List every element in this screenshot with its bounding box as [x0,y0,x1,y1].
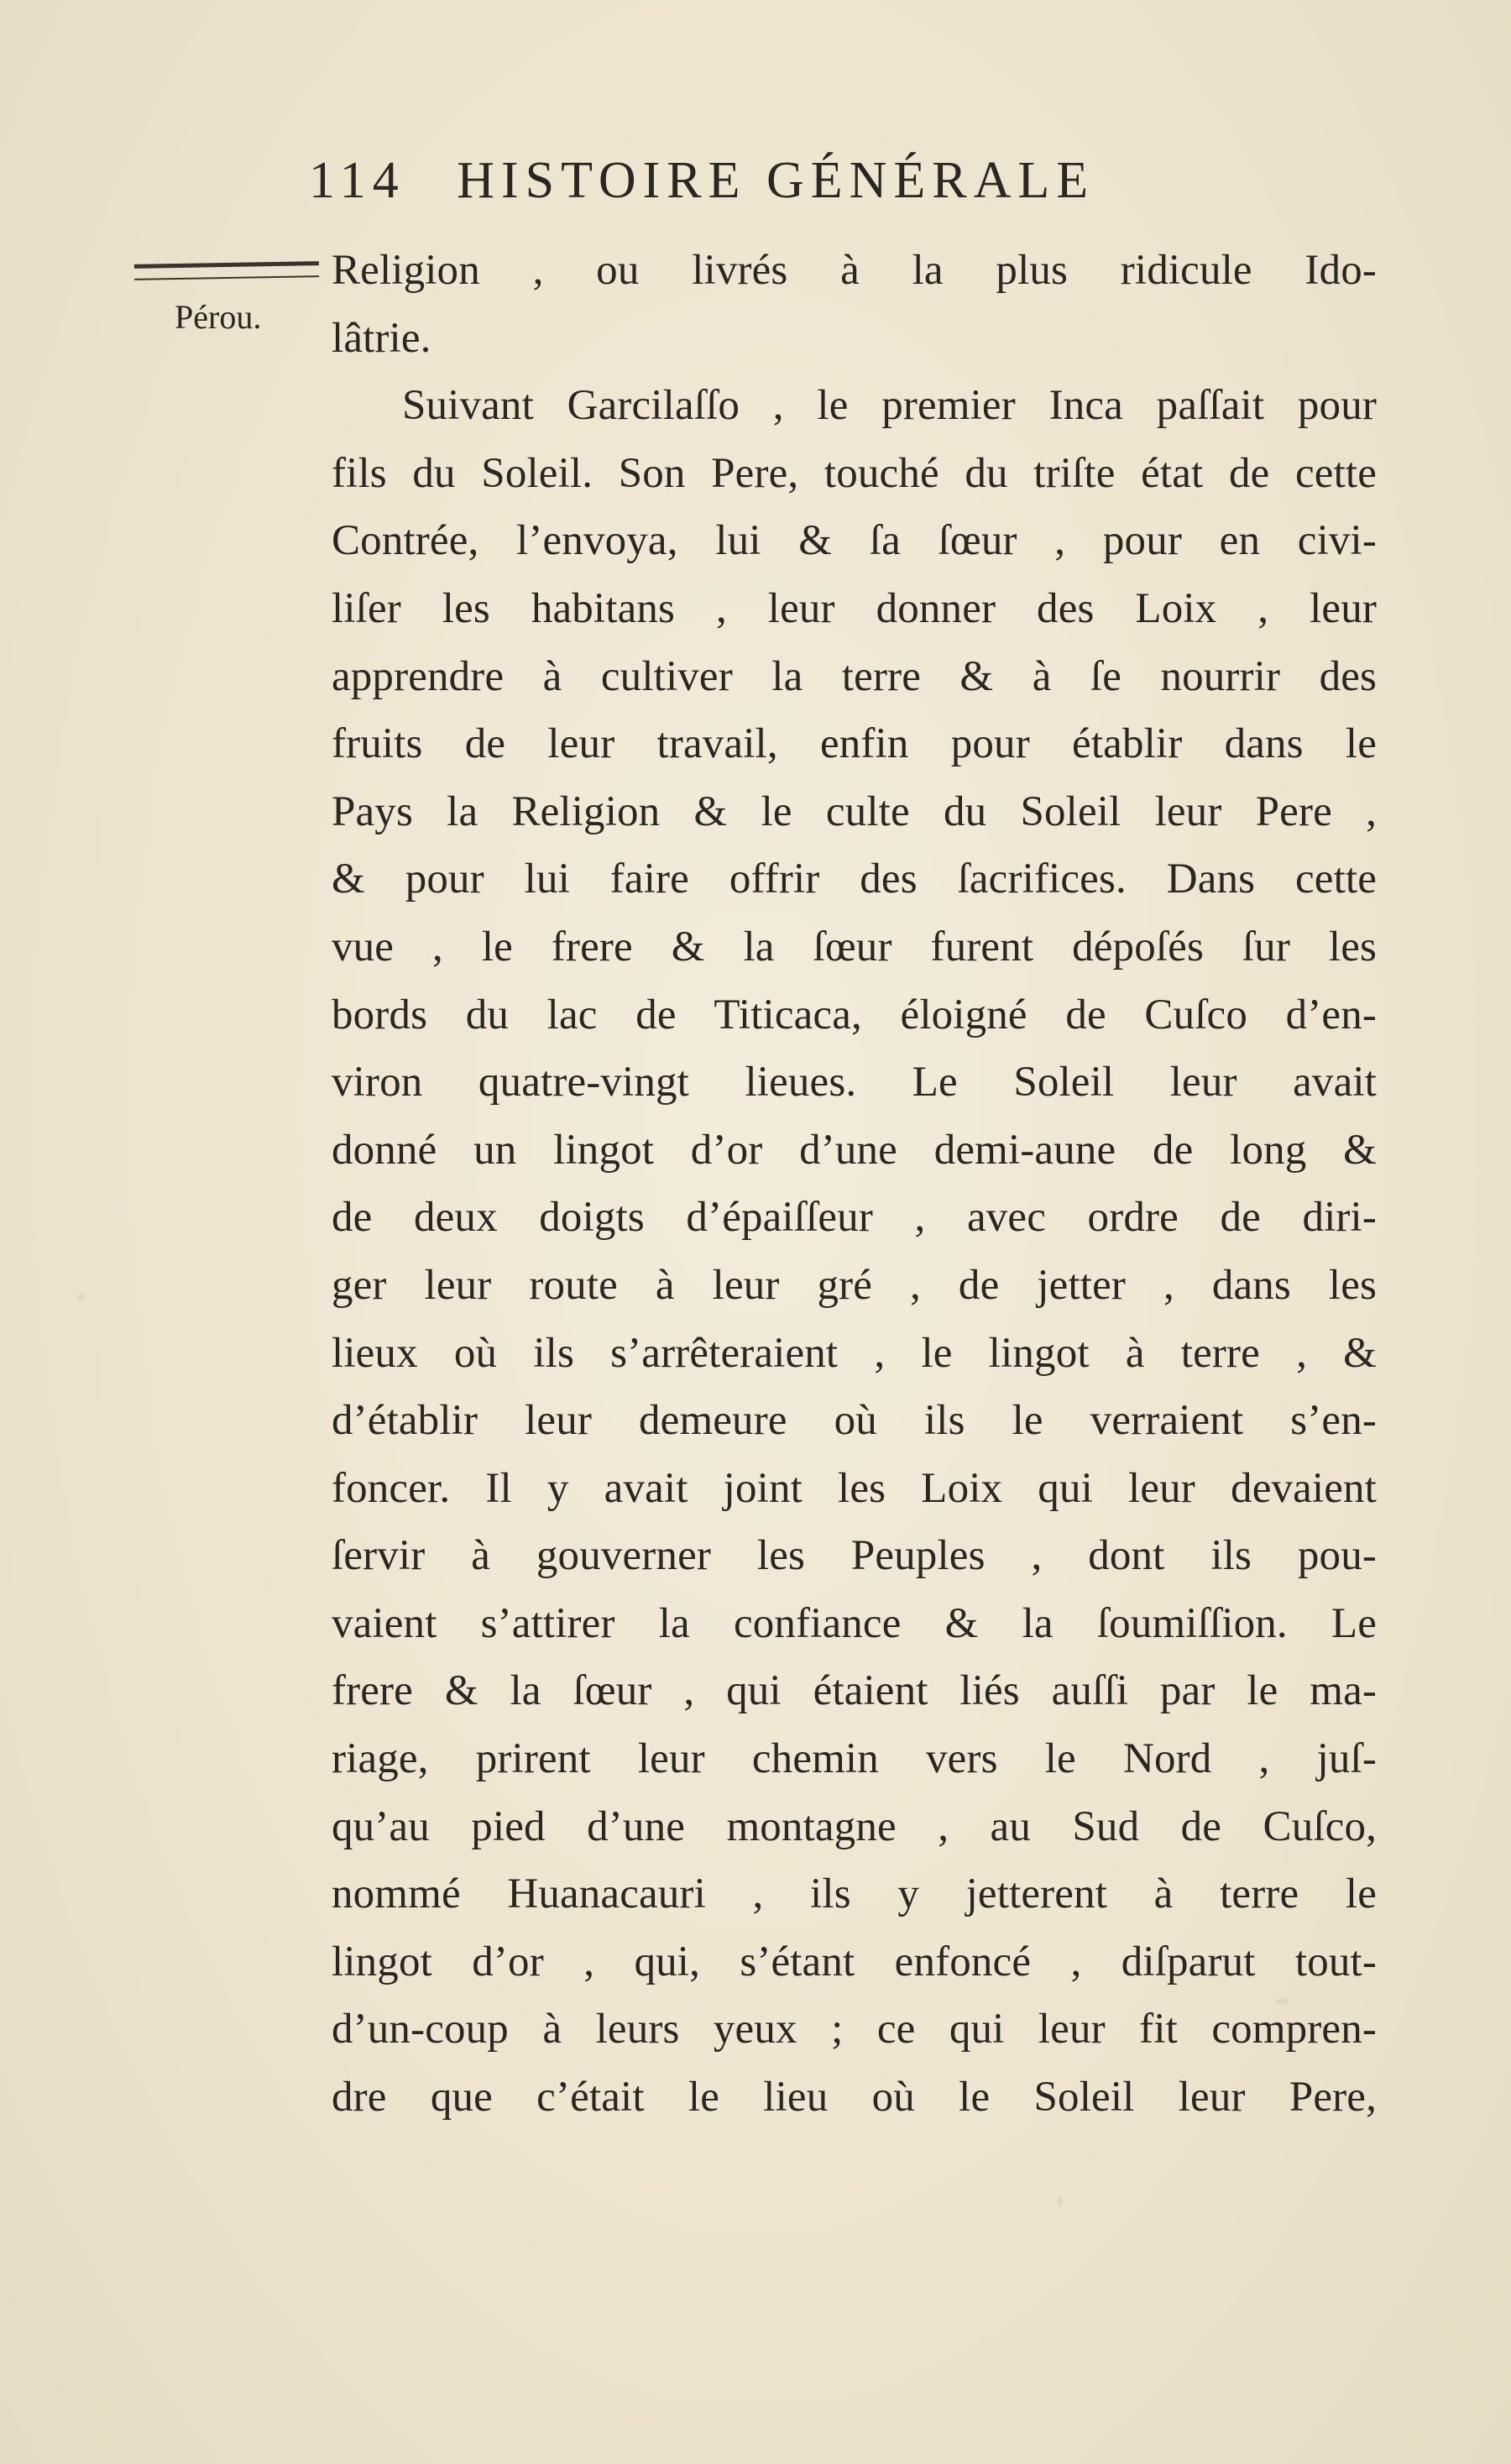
text-line: Suivant Garcilaſſo , le premier Inca paſſait pour [402,382,1377,430]
text-line: bords du lac de Titicaca, éloigné de Cuſco d’en- [332,991,1377,1038]
text-line: fruits de leur travail, enfin pour établir dans le [332,720,1377,768]
text-line: Pays la Religion & le culte du Soleil leur Pere , [332,787,1377,835]
text-line: d’établir leur demeure où ils le verraient s’en- [332,1397,1377,1445]
text-line: lâtrie. [332,314,431,362]
text-line: fils du Soleil. Son Pere, touché du triſte état de cette [332,449,1377,497]
text-line: nommé Huanacauri , ils y jetterent à terre le [332,1870,1377,1918]
text-line: ger leur route à leur gré , de jetter , dans les [332,1261,1377,1309]
page-number: 114 [309,152,405,209]
text-line: lieux où ils s’arrêteraient , le lingot à terre , & [332,1329,1377,1377]
running-title: HISTOIRE GÉNÉRALE [457,152,1095,209]
margin-note: Pérou. [175,298,262,336]
text-line: de deux doigts d’épaiſſeur , avec ordre de diri- [332,1194,1377,1242]
text-line: Religion , ou livrés à la plus ridicule Ido- [332,247,1377,294]
text-line: donné un lingot d’or d’une demi-aune de long & [332,1126,1377,1174]
text-line: foncer. Il y avait joint les Loix qui leur devaient [332,1464,1377,1512]
text-line: qu’au pied d’une montagne , au Sud de Cuſco, [332,1802,1377,1850]
text-line: viron quatre-vingt lieues. Le Soleil leur avait [332,1059,1377,1106]
text-line: d’un-coup à leurs yeux ; ce qui leur fit compren- [332,2006,1377,2053]
text-line: Contrée, l’envoya, lui & ſa ſœur , pour en civi- [332,517,1377,565]
body-text [332,237,1377,2132]
paper-spot [77,1293,86,1301]
margin-rule [134,261,319,280]
page-header [309,143,1274,218]
text-line: liſer les habitans , leur donner des Loix , leur [332,584,1377,632]
text-line: riage, prirent leur chemin vers le Nord , juſ- [332,1735,1377,1783]
text-line: frere & la ſœur , qui étaient liés auſſi par le ma- [332,1667,1377,1715]
text-line: & pour lui faire offrir des ſacrifices. Dans cette [332,855,1377,903]
paper-spot [1058,2195,1063,2207]
text-line: dre que c’était le lieu où le Soleil leur Pere, [332,2074,1377,2121]
text-line: vaient s’attirer la confiance & la ſoumiſſion. Le [332,1599,1377,1647]
text-line: lingot d’or , qui, s’étant enfoncé , diſparut tout- [332,1938,1377,1985]
text-line: ſervir à gouverner les Peuples , dont ils pou- [332,1532,1377,1580]
text-line: apprendre à cultiver la terre & à ſe nourrir des [332,652,1377,700]
text-line: vue , le frere & la ſœur furent dépoſés ſur les [332,923,1377,970]
